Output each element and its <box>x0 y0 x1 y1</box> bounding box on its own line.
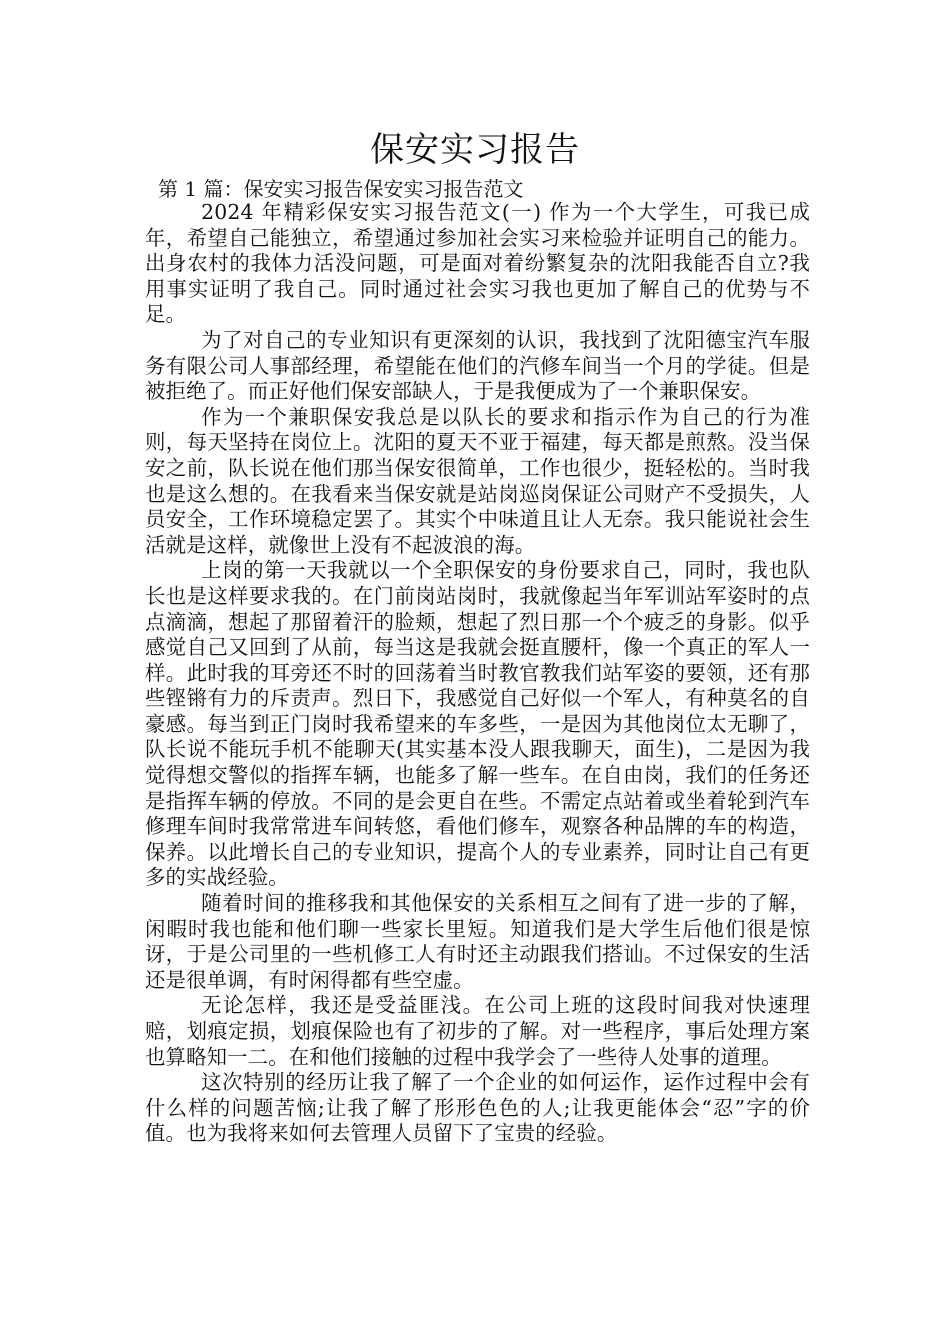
section-heading: 第 1 篇：保安实习报告保安实习报告范文 <box>158 177 524 201</box>
paragraph-6: 无论怎样，我还是受益匪浅。在公司上班的这段时间我对快速理赔，划痕定损，划痕保险也有了初步的了解。对一些程序，事后处理方案也算略知一二。在和他们接触的过程中我学会了一些待人处事的道理。 <box>145 993 810 1069</box>
document-title: 保安实习报告 <box>370 130 580 170</box>
paragraph-2: 为了对自己的专业知识有更深刻的认识，我找到了沈阳德宝汽车服务有限公司人事部经理，希望能在他们的汽修车间当一个月的学徒。但是被拒绝了。而正好他们保安部缺人，于是我便成为了一个兼职保安。 <box>145 327 810 404</box>
paragraph-4: 上岗的第一天我就以一个全职保安的身份要求自己，同时，我也队长也是这样要求我的。在门前岗站岗时，我就像起当年军训站军姿时的点点滴滴，想起了那留着汗的脸颊，想起了烈日那一个个疲乏的身影。似乎感觉自己又回到了从前，每当这是我就会挺直腰杆，像一个真正的军人一样。此时我的耳旁还不时的回荡着当时教官教我们站军姿的要领，还有那些铿锵有力的斥责声。烈日下，我感觉自己好似一个军人，有种莫名的自豪感。每当到正门岗时我希望来的车多些，一是因为其他岗位太无聊了，队长说不能玩手机不能聊天(其实基本没人跟我聊天，面生)，二是因为我觉得想交警似的指挥车辆，也能多了解一些车。在自由岗，我们的任务还是指挥车辆的停放。不同的是会更自在些。不需定点站着或坐着轮到汽车修理车间时我常常进车间转悠，看他们修车，观察各种品牌的车的构造，保养。以此增长自己的专业知识，提高个人的专业素养，同时让自己有更多的实战经验。 <box>145 558 810 890</box>
document-body <box>145 200 810 1147</box>
paragraph-1: 2024 年精彩保安实习报告范文(一) 作为一个大学生，可我已成年，希望自己能独立，希望通过参加社会实习来检验并证明自己的能力。出身农村的我体力活没问题，可是面对着纷繁复杂的沈阳我能否自立?我用事实证明了我自己。同时通过社会实习我也更加了解自己的优势与不足。 <box>145 200 810 327</box>
paragraph-3: 作为一个兼职保安我总是以队长的要求和指示作为自己的行为准则，每天坚持在岗位上。沈阳的夏天不亚于福建，每天都是煎熬。没当保安之前，队长说在他们那当保安很简单，工作也很少，挺轻松的。当时我也是这么想的。在我看来当保安就是站岗巡岗保证公司财产不受损失，人员安全，工作环境稳定罢了。其实个中味道且让人无奈。我只能说社会生活就是这样，就像世上没有不起波浪的海。 <box>145 404 810 557</box>
paragraph-5: 随着时间的推移我和其他保安的关系相互之间有了进一步的了解，闲暇时我也能和他们聊一些家长里短。知道我们是大学生后他们很是惊讶，于是公司里的一些机修工人有时还主动跟我们搭讪。不过保安的生活还是很单调，有时闲得都有些空虚。 <box>145 891 810 992</box>
paragraph-7: 这次特别的经历让我了解了一个企业的如何运作，运作过程中会有什么样的问题苦恼;让我了解了形形色色的人;让我更能体会“忍”字的价值。也为我将来如何去管理人员留下了宝贵的经验。 <box>145 1070 810 1146</box>
